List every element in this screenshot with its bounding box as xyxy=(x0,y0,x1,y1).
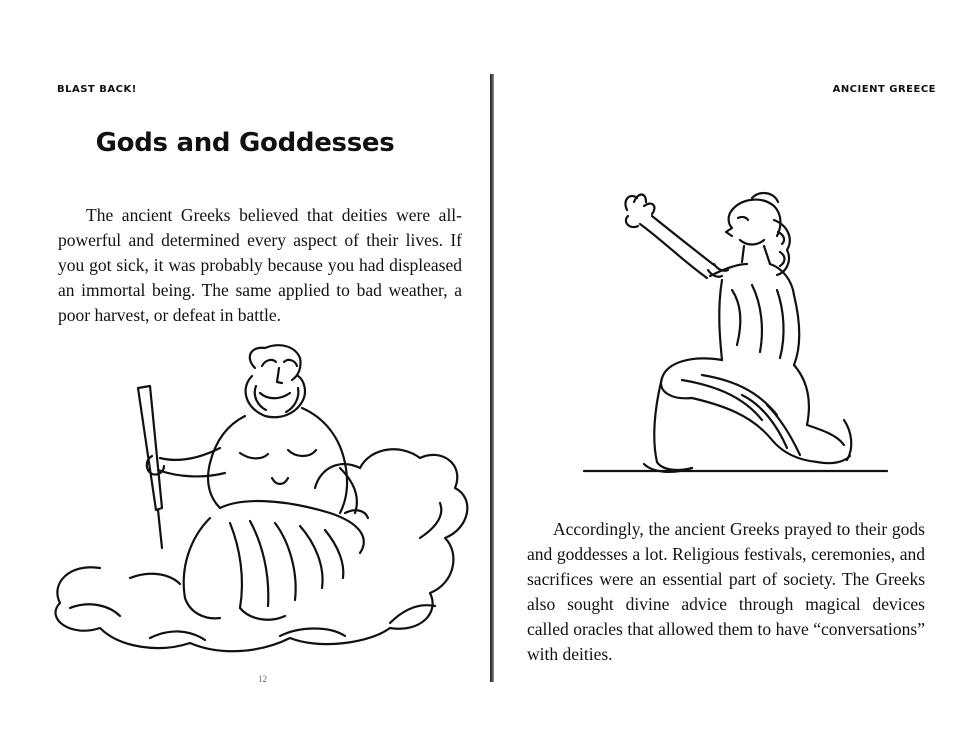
book-gutter xyxy=(490,74,494,682)
left-running-head: BLAST BACK! xyxy=(57,84,137,95)
left-body-paragraph: The ancient Greeks believed that deities were all-powerful and determined every aspect of their lives. If you got sick, it was probably because you had displeased an immortal being. The same applied to bad weather, a poor harvest, or defeat in battle. xyxy=(58,205,462,325)
kneeling-goddess-illustration xyxy=(582,180,892,480)
page-title: Gods and Goddesses xyxy=(95,128,395,158)
zeus-on-cloud-illustration xyxy=(40,338,490,668)
page-number: 12 xyxy=(258,674,267,684)
right-running-head: ANCIENT GREECE xyxy=(832,84,936,95)
right-body-paragraph: Accordingly, the ancient Greeks prayed to their gods and goddesses a lot. Religious festivals, ceremonies, and sacrifices were an essential part of society. The Greeks also sought divine advice through magical devices called oracles that allowed them to have “conversations” with deities. xyxy=(527,519,925,664)
